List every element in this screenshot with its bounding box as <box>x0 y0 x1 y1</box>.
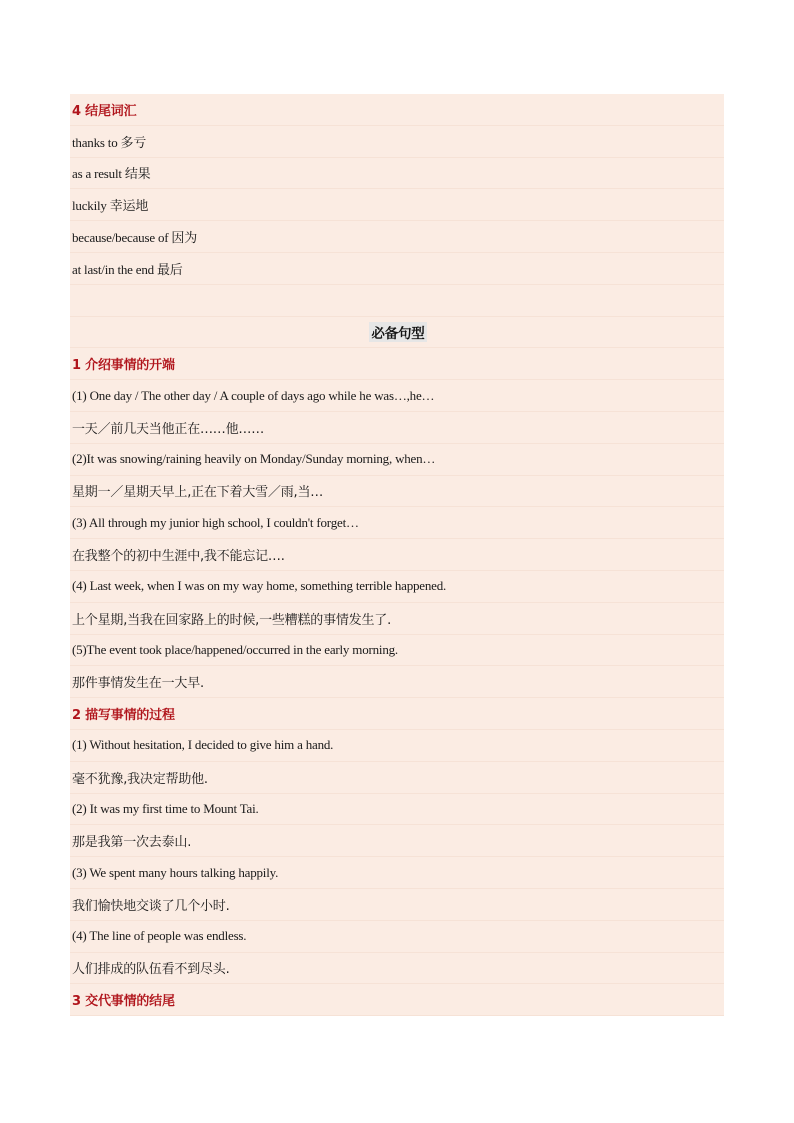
document-table <box>70 94 724 1016</box>
vocab-item: as a result 结果 <box>70 158 724 190</box>
sentence-english: (3) All through my junior high school, I couldn't forget… <box>70 507 724 539</box>
sentence-english: (4) Last week, when I was on my way home, something terrible happened. <box>70 571 724 603</box>
vocab-item: thanks to 多亏 <box>70 126 724 158</box>
sentence-chinese: 人们排成的队伍看不到尽头. <box>70 953 724 985</box>
sentence-chinese: 星期一／星期天早上,正在下着大雪／雨,当… <box>70 476 724 508</box>
sentence-english: (1) One day / The other day / A couple of days ago while he was…,he… <box>70 380 724 412</box>
section-heading-ending-vocabulary: 4 结尾词汇 <box>70 94 724 126</box>
group-heading-opening: 1 介绍事情的开端 <box>70 348 724 380</box>
section-title-text: 必备句型 <box>369 322 426 342</box>
sentence-english: (3) We spent many hours talking happily. <box>70 857 724 889</box>
sentence-chinese: 我们愉快地交谈了几个小时. <box>70 889 724 921</box>
group-heading-process: 2 描写事情的过程 <box>70 698 724 730</box>
vocab-item: because/because of 因为 <box>70 221 724 253</box>
vocab-item: luckily 幸运地 <box>70 189 724 221</box>
sentence-english: (5)The event took place/happened/occurred in the early morning. <box>70 635 724 667</box>
sentence-chinese: 那件事情发生在一大早. <box>70 666 724 698</box>
sentence-chinese: 那是我第一次去泰山. <box>70 825 724 857</box>
sentence-chinese: 一天／前几天当他正在……他…… <box>70 412 724 444</box>
sentence-english: (2) It was my first time to Mount Tai. <box>70 794 724 826</box>
sentence-english: (2)It was snowing/raining heavily on Monday/Sunday morning, when… <box>70 444 724 476</box>
vocab-item: at last/in the end 最后 <box>70 253 724 285</box>
sentence-chinese: 在我整个的初中生涯中,我不能忘记…. <box>70 539 724 571</box>
section-title <box>70 317 724 349</box>
sentence-english: (1) Without hesitation, I decided to give him a hand. <box>70 730 724 762</box>
sentence-english: (4) The line of people was endless. <box>70 921 724 953</box>
group-heading-ending: 3 交代事情的结尾 <box>70 984 724 1016</box>
blank-row <box>70 285 724 317</box>
sentence-chinese: 上个星期,当我在回家路上的时候,一些糟糕的事情发生了. <box>70 603 724 635</box>
sentence-chinese: 毫不犹豫,我决定帮助他. <box>70 762 724 794</box>
